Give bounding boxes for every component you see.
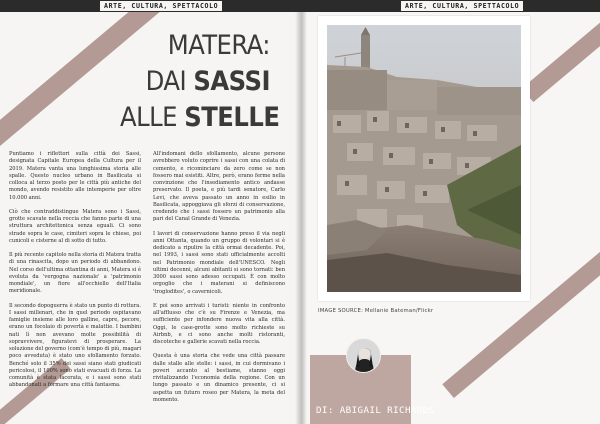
paragraph: All'indomani dello sfollamento, alcune persone avrebbero voluto coprire i sassi con una colata di cemento, e ricominciare da zero come se non fossero mai esistiti. Altre, però, erano ferme nella convinzione che l'insediamento antico andasse preservato. Il poeta, e più tardi senatore, Carlo Levi, che aveva passato un anno in esilio in Basilicata, appoggiava gli sforzi di conservazione, credendo che i sassi fossero un patrimonio alla pari del Canal Grande di Venezia. [153, 151, 285, 223]
title-line-2 [120, 64, 270, 100]
title-line-1: MATERA: [167, 30, 270, 61]
paragraph: Ciò che contraddistingue Matera sono i Sassi, grotte scavate nella roccia che fanno parte di una struttura architettonica senza eguali. Ci sono strade sopra le case, cimiteri sopra le chiese, poi cunicoli e cisterne al di sotto di tutto. [9, 208, 141, 244]
matera-photo [327, 25, 521, 292]
image-source-caption: IMAGE SOURCE: Mellanie Bateman/Flickr [318, 308, 434, 314]
paragraph: Questa è una storia che vede una città passare dalle stalle alle stelle: i sassi, in cui dormivano i poveri accanto al bestiame, stanno oggi rivitalizzando l'economia della regione. Con un lungo passato e un dinamico presente, ci si aspetta un futuro roseo per Matera, la meta del momento. [153, 353, 285, 403]
section-label-left: ARTE, CULTURA, SPETTACOLO [100, 1, 222, 11]
title-line-2-bold: SASSI [193, 66, 270, 97]
avatar [346, 338, 381, 373]
section-label-right: ARTE, CULTURA, SPETTACOLO [401, 1, 523, 11]
paragraph: E poi sono arrivati i turisti: niente in confronto all'afflusso che c'è su Firenze e Venezia, ma sufficiente per infondere nuova vita alla città. Oggi, le case-grotte sono molto richieste su Airbnb, e ci sono anche molti ristoranti, discoteche e gallerie scavati nella roccia. [153, 302, 285, 345]
body-column-1 [9, 151, 141, 397]
paragraph: Il secondo dopoguerra è stato un punto di rottura. I sassi millenari, che in quel periodo ospitavano famiglie insieme alle loro galline, capre, pecore, erano un focolaio di povertà e malattie. I bambini nati lì non avevano molte possibilità di sopravvivere, figuratevi di prosperare. La soluzione del governo (com'è tempo di più, magari poco avveduta) è stato uno sfollamento forzato. Benché solo il 35% dei sassi siano stati giudicati pericolosi, il 100% sono stati evacuati di forza. La comunità è stata lacerata, e i sassi sono stati abbandonati a formare una città fantasma. [9, 302, 141, 389]
decorative-stripe-top-right [522, 0, 600, 102]
article-title [120, 28, 280, 136]
photo-frame [318, 16, 530, 301]
body-column-2 [153, 151, 285, 411]
page-gutter [295, 0, 307, 424]
author-byline: DI: ABIGAIL RICHARDS [316, 405, 435, 416]
paragraph: Puntiamo i riflettori sulla città dei Sassi, designata Capitale Europea della Cultura per il 2019. Matera vanta una lunghissima storia alle spalle. Questo nucleo urbano in Basilicata si colloca al terzo posto per le città più antiche del mondo, avendo resistito alle intemperie per oltre 10.000 anni. [9, 151, 141, 201]
title-line-2-regular: DAI [145, 66, 194, 97]
title-line-3 [120, 100, 280, 136]
paragraph: Il più recente capitolo nella storia di Matera tratta di una rinascita, dopo un periodo di abbandono. Nel corso dell'ultima ottantina di anni, Matera si è evoluta da 'vergogna nazionale' a 'patrimonio mondiale', un fiore all'occhiello dell'Italia meridionale. [9, 252, 141, 295]
title-line-3-bold: STELLE [184, 102, 280, 133]
title-line-3-regular: ALLE [120, 102, 185, 133]
paragraph: I lavori di conservazione hanno preso il via negli anni Ottanta, quando un gruppo di volontari si è dedicato a ripulire la città ormai decadente. Poi, nel 1993, i sassi sono stati ufficialmente accolti nel Patrimonio mondiale dell'UNESCO. Negli ultimi decenni, alcuni abitanti si sono tornati: ben 3000 sassi sono adesso occupati. È con molto orgoglio che i materani si definiscono 'troglodites', o cavernicoli. [153, 230, 285, 295]
